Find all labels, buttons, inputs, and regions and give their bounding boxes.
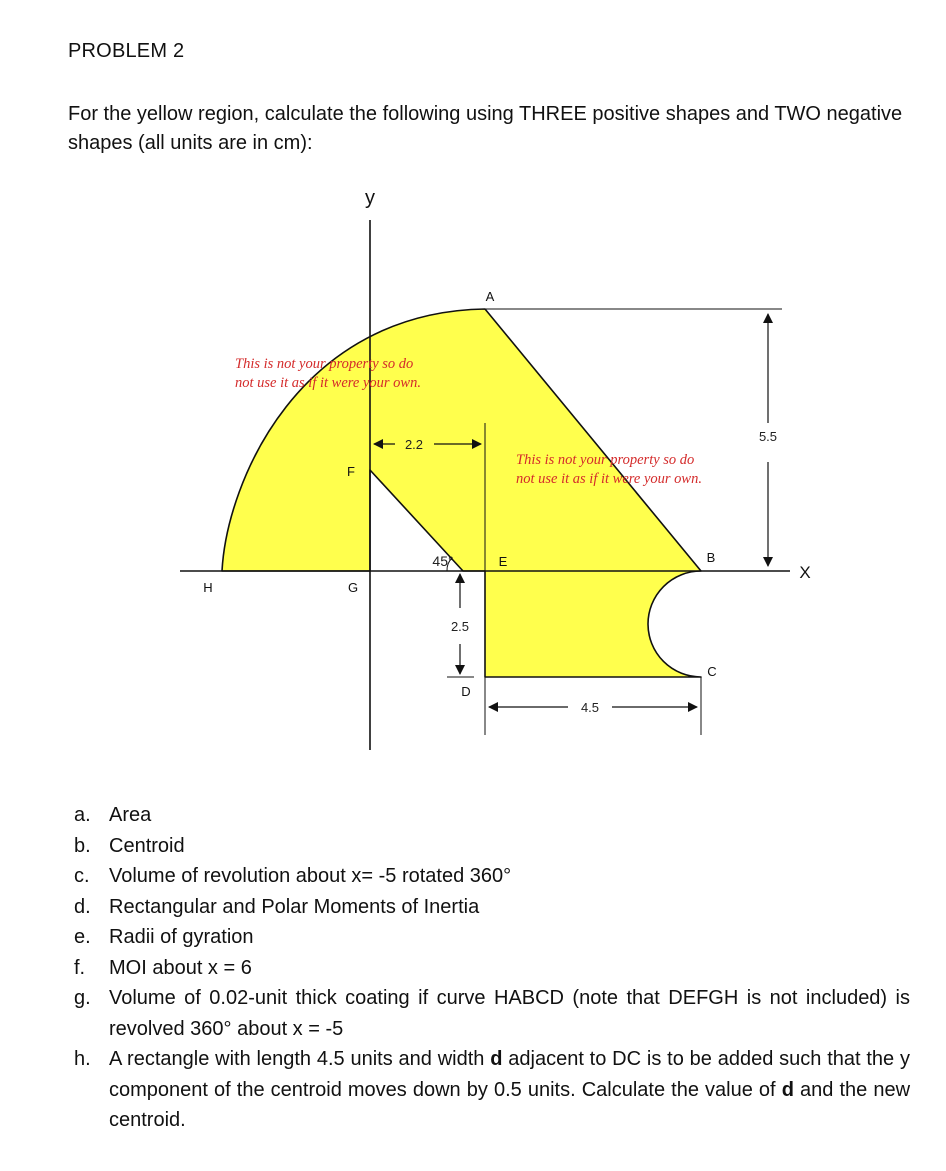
point-h-label: H (203, 580, 213, 595)
point-e-label: E (498, 554, 508, 569)
question-item (74, 800, 910, 831)
point-g-label: G (347, 580, 359, 595)
point-f-label: F (347, 464, 355, 479)
question-marker: d. (74, 895, 91, 918)
question-text: Centroid (109, 834, 185, 857)
watermark-1-line-2: not use it as if it were your own. (235, 375, 421, 391)
question-marker: e. (74, 926, 91, 948)
variable-d: d (490, 1048, 503, 1070)
angle-label: 45° (432, 553, 454, 569)
question-item (74, 861, 910, 892)
watermark-2-line-1: This is not your property so do (516, 452, 695, 468)
dim-height-label: 5.5 (758, 429, 778, 444)
question-list (74, 800, 910, 1136)
question-item (74, 1044, 910, 1136)
question-h-text-1: A rectangle with length 4.5 units and width (109, 1048, 491, 1070)
dim-depth-label: 2.5 (450, 619, 470, 634)
geometry-figure (0, 180, 946, 780)
question-text (109, 1044, 910, 1136)
problem-intro: For the yellow region, calculate the following using THREE positive shapes and TWO negative shapes (all units are in cm): (68, 103, 903, 154)
point-c-label: C (707, 664, 717, 679)
point-b-label: B (706, 550, 716, 565)
question-marker: a. (74, 804, 91, 826)
question-text: Radii of gyration (109, 926, 254, 948)
question-item (74, 892, 910, 923)
point-a-label: A (485, 289, 495, 304)
question-marker: f. (74, 956, 86, 979)
question-marker: h. (74, 1048, 91, 1070)
dim-top-width-label: 2.2 (404, 437, 424, 452)
question-item (74, 983, 910, 1044)
figure-svg (0, 180, 946, 780)
problem-title: PROBLEM 2 (68, 40, 185, 62)
watermark-1-line-1: This is not your property so do (235, 356, 414, 372)
question-marker: g. (74, 987, 91, 1009)
question-h-text-3: and the new centroid. (109, 1078, 911, 1131)
question-marker: b. (74, 834, 91, 857)
dim-bottom-width-label: 4.5 (580, 700, 600, 715)
question-text: Volume of 0.02-unit thick coating if curve HABCD (note that DEFGH is not included) is revolved 360° about x = -5 (109, 987, 910, 1040)
watermark-2-line-2: not use it as if it were your own. (516, 471, 702, 487)
question-h-text-2: adjacent to DC is to be added such that the y component of the centroid moves down by 0.5 units. Calculate the value of (109, 1048, 910, 1101)
question-item (74, 831, 910, 862)
variable-d: d (781, 1078, 794, 1101)
question-item (74, 953, 910, 984)
question-item (74, 922, 910, 953)
question-marker: c. (74, 865, 90, 887)
question-text: Volume of revolution about x= -5 rotated 360° (109, 865, 512, 887)
question-text: Area (109, 804, 152, 826)
x-axis-label: X (799, 563, 811, 582)
point-d-label: D (461, 684, 471, 699)
y-axis-label: y (365, 187, 375, 209)
question-text: Rectangular and Polar Moments of Inertia (109, 895, 480, 918)
question-text: MOI about x = 6 (109, 956, 252, 979)
